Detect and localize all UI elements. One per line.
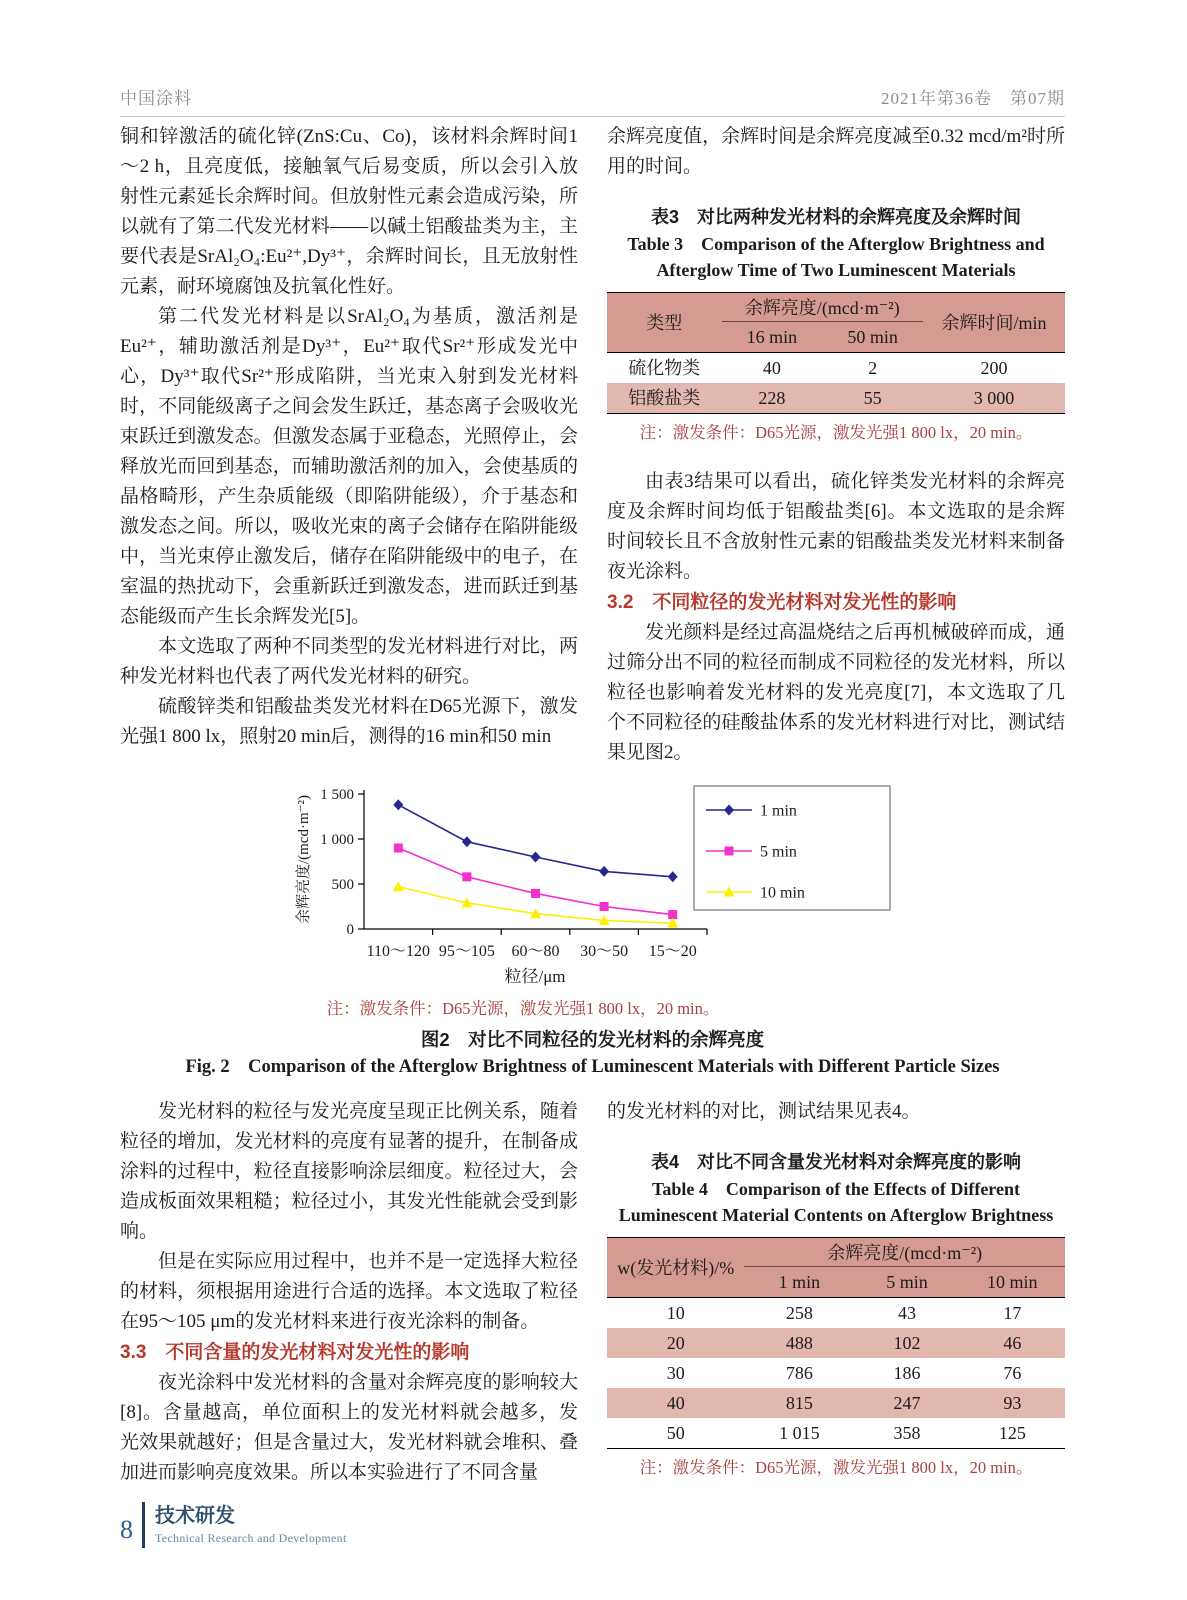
figure2-note: 注：激发条件：D65光源，激发光强1 800 lx，20 min。 (326, 999, 720, 1018)
cell: 50 (666, 1423, 685, 1443)
figure2-line-chart (292, 782, 912, 962)
cell: 815 (785, 1393, 813, 1413)
col-header-50min: 50 min (822, 322, 923, 353)
paragraph: 发光材料的粒径与发光亮度呈现正比例关系，随着粒径的增加，发光材料的亮度有显著的提升，在制备成涂料的过程中，粒径直接影响涂层细度。粒径过大，会造成板面效果粗糙；粒径过小，其发光性能就会受到影响。 (120, 1101, 578, 1242)
table-4-header (607, 1238, 1065, 1298)
cell: 硫化物类 (628, 358, 701, 378)
cell: 3 000 (973, 388, 1015, 408)
cell: 20 (666, 1333, 685, 1353)
col-header-type: 类型 (607, 293, 722, 353)
cell: 125 (998, 1423, 1026, 1443)
svg-text:1 min: 1 min (760, 802, 797, 820)
col-header-brightness: 余辉亮度/(mcd·m⁻²) (744, 1238, 1065, 1267)
cell: 258 (785, 1303, 813, 1323)
cell: 2 (868, 358, 878, 378)
cell: 186 (893, 1363, 921, 1383)
cell: 786 (785, 1363, 813, 1383)
right-column-bottom (607, 1097, 1065, 1488)
cell: 102 (893, 1333, 921, 1353)
table-3 (607, 292, 1065, 414)
left-column-bottom (120, 1097, 578, 1488)
col-header-16min: 16 min (722, 322, 823, 353)
paragraph: 铜和锌激活的硫化锌(ZnS:Cu、Co)，该材料余辉时间1～2 h，且亮度低，接触氧气后易变质，所以会引入放射性元素延长余辉时间。但放射性元素会造成污染，所以就有了第二代发光材料——以碱土铝酸盐类为主，主要代表是SrAl₂O₄:Eu²⁺,Dy³⁺，余辉时间长，且无放射性元素，耐环境腐蚀及抗氧化性好。 (120, 126, 578, 297)
left-column-top (120, 122, 578, 768)
table-row (607, 353, 1065, 384)
cell: 358 (893, 1423, 921, 1443)
top-columns (120, 122, 1065, 768)
right-column-top (607, 122, 1065, 768)
cell: 247 (893, 1393, 921, 1413)
chart-x-axis-label: 粒径/μm (504, 967, 566, 986)
cell: 93 (1003, 1393, 1022, 1413)
col-header-content: w(发光材料)/% (607, 1238, 744, 1298)
paragraph: 余辉亮度值，余辉时间是余辉亮度减至0.32 mcd/m²时所用的时间。 (607, 126, 1065, 177)
page-footer (120, 1502, 347, 1548)
svg-text:余辉亮度/(mcd·m⁻²): 余辉亮度/(mcd·m⁻²) (296, 794, 312, 925)
footer-divider-bar (142, 1502, 145, 1548)
cell: 200 (980, 358, 1008, 378)
page-number: 8 (120, 1515, 133, 1544)
paragraph: 本文选取了两种不同类型的发光材料进行对比，两种发光材料也代表了两代发光材料的研究。 (120, 636, 578, 687)
svg-text:95～105: 95～105 (438, 943, 495, 960)
svg-text:0: 0 (346, 922, 354, 938)
col-header-brightness: 余辉亮度/(mcd·m⁻²) (722, 293, 924, 322)
cell: 铝酸盐类 (628, 388, 701, 408)
cell: 55 (863, 388, 882, 408)
table-row (607, 1238, 1065, 1267)
table-3-header (607, 293, 1065, 353)
cell: 228 (758, 388, 786, 408)
paragraph: 第二代发光材料是以SrAl₂O₄为基质，激活剂是Eu²⁺，辅助激活剂是Dy³⁺，Eu²⁺取代Sr²⁺形成发光中心，Dy³⁺取代Sr²⁺形成陷阱，当光束入射到发光材料时，不同能级离子之间会发生跃迁，基态离子会吸收光束跃迁到激发态。但激发态属于亚稳态，光照停止，会释放光而回到基态，而辅助激活剂的加入，会使基质的晶格畸形，产生杂质能级（即陷阱能级），介于基态和激发态之间。所以，吸收光束的离子会储存在陷阱能级中，当光束停止激发后，储存在陷阱能级中的电子，在室温的热扰动下，会重新跃迁到激发态，进而跃迁到基态能级而产生长余辉发光[5]。 (120, 306, 578, 627)
table4-note: 注：激发条件：D65光源，激发光强1 800 lx，20 min。 (639, 1458, 1033, 1477)
table3-caption-en: Table 3 Comparison of the Afterglow Brightness and (627, 234, 1045, 254)
cell: 30 (666, 1363, 685, 1383)
col-header-10min: 10 min (960, 1267, 1065, 1298)
col-header-5min: 5 min (854, 1267, 959, 1298)
page-header (120, 84, 1065, 117)
table4-caption-en: Table 4 Comparison of the Effects of Different (652, 1179, 1020, 1199)
cell: 1 015 (779, 1423, 820, 1443)
table-row (607, 293, 1065, 322)
footer-section-en: Technical Research and Development (155, 1531, 347, 1545)
table4-caption-cn: 表4 对比不同含量发光材料对余辉亮度的影响 (650, 1152, 1021, 1172)
table3-caption-en: Afterglow Time of Two Luminescent Materials (656, 260, 1016, 280)
journal-name: 中国涂料 (120, 89, 192, 108)
paragraph: 但是在实际应用过程中，也并不是一定选择大粒径的材料，须根据用途进行合适的选择。本文选取了粒径在95～105 μm的发光材料来进行夜光涂料的制备。 (120, 1251, 578, 1332)
table-row (607, 1298, 1065, 1329)
table3-note: 注：激发条件：D65光源，激发光强1 800 lx，20 min。 (639, 423, 1033, 442)
cell: 43 (897, 1303, 916, 1323)
cell: 40 (666, 1393, 685, 1413)
figure2-caption-en: Fig. 2 Comparison of the Afterglow Brightness of Luminescent Materials with Different Particle Sizes (185, 1057, 1000, 1077)
svg-text:10 min: 10 min (760, 884, 805, 902)
cell: 46 (1003, 1333, 1022, 1353)
section-heading-3-3: 3.3 不同含量的发光材料对发光性的影响 (120, 1342, 470, 1363)
cell: 488 (785, 1333, 813, 1353)
paragraph: 硫酸锌类和铝酸盐类发光材料在D65光源下，激发光强1 800 lx，照射20 min后，测得的16 min和50 min (120, 696, 578, 747)
svg-text:500: 500 (331, 877, 354, 893)
footer-section-cn: 技术研发 (155, 1505, 235, 1527)
svg-text:5 min: 5 min (760, 843, 797, 861)
col-header-time: 余辉时间/min (923, 293, 1065, 353)
cell: 17 (1003, 1303, 1022, 1323)
cell: 76 (1003, 1363, 1022, 1383)
paragraph: 发光颜料是经过高温烧结之后再机械破碎而成，通过筛分出不同的粒径而制成不同粒径的发光材料，所以粒径也影响着发光材料的发光亮度[7]，本文选取了几个不同粒径的硅酸盐体系的发光材料进行对比，测试结果见图2。 (607, 622, 1065, 763)
cell: 40 (762, 358, 781, 378)
table-row (607, 1328, 1065, 1358)
section-heading-3-2: 3.2 不同粒径的发光材料对发光性的影响 (607, 592, 957, 613)
table-row (607, 1418, 1065, 1449)
page-content (120, 122, 1065, 1488)
paragraph: 由表3结果可以看出，硫化锌类发光材料的余辉亮度及余辉时间均低于铝酸盐类[6]。本文选取的是余辉时间较长且不含放射性元素的铝酸盐类发光材料来制备夜光涂料。 (607, 471, 1065, 582)
table3-caption-cn: 表3 对比两种发光材料的余辉亮度及余辉时间 (650, 207, 1021, 227)
table-4 (607, 1237, 1065, 1449)
paragraph: 的发光材料的对比，测试结果见表4。 (607, 1101, 921, 1122)
table-row (607, 1358, 1065, 1388)
col-header-1min: 1 min (744, 1267, 854, 1298)
svg-text:1 000: 1 000 (320, 832, 354, 848)
issue-info: 2021年第36卷 第07期 (881, 89, 1065, 108)
footer-section (155, 1504, 347, 1546)
cell: 10 (666, 1303, 685, 1323)
svg-text:1 500: 1 500 (320, 787, 354, 803)
bottom-columns (120, 1097, 1065, 1488)
figure2-caption-cn: 图2 对比不同粒径的发光材料的余辉亮度 (420, 1029, 765, 1050)
svg-text:15～20: 15～20 (648, 943, 697, 960)
svg-text:110～120: 110～120 (366, 943, 431, 960)
table-row (607, 1388, 1065, 1418)
paragraph: 夜光涂料中发光材料的含量对余辉亮度的影响较大[8]。含量越高，单位面积上的发光材料就会越多，发光效果就越好；但是含量过大，发光材料就会堆积、叠加进而影响亮度效果。所以本实验进行了不同含量 (120, 1372, 578, 1483)
table-row (607, 383, 1065, 414)
svg-text:60～80: 60～80 (511, 943, 560, 960)
svg-text:30～50: 30～50 (580, 943, 629, 960)
figure-2 (120, 782, 1065, 1081)
table4-caption-en: Luminescent Material Contents on Afterglow Brightness (618, 1205, 1054, 1225)
